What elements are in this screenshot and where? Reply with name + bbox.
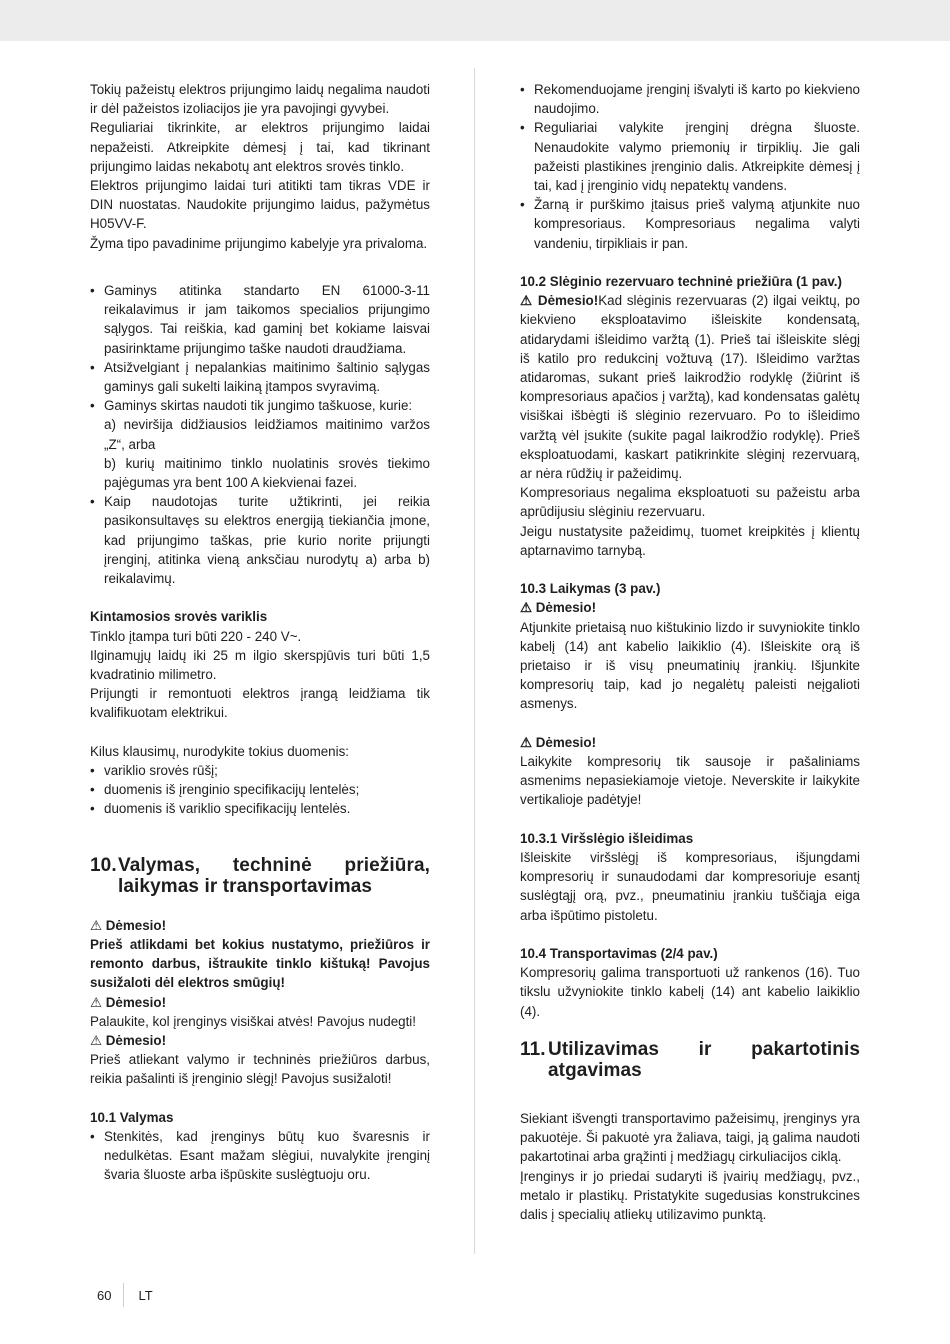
list-item-text: Žarną ir purškimo įtaisus prieš valymą atjunkite nuo kompresoriaus. Kompresoriaus negalima valyti vandeniu, tirpikliais ir pan.	[534, 197, 860, 251]
list-item-text: variklio srovės rūšį;	[104, 763, 218, 779]
page-number: 60	[97, 1287, 112, 1303]
list-item	[520, 118, 860, 195]
list-item-text: duomenis iš variklio specifikacijų lentelės.	[104, 801, 351, 817]
list-item	[520, 80, 860, 118]
bullet-icon: •	[90, 359, 95, 375]
paragraph: Prijungti ir remontuoti elektros įrangą leidžiama tik kvalifikuotam elektrikui.	[90, 686, 430, 721]
paragraph: Kompresoriaus negalima eksploatuoti su pažeistu arba aprūdijusiu slėginiu rezervuaru.	[520, 485, 860, 520]
warning-label: ⚠ Dėmesio!	[90, 1033, 167, 1049]
page-footer	[97, 1283, 153, 1307]
paragraph: ⚠ Dėmesio!Kad slėginis rezervuaras (2) ilgai veiktų, po kiekvieno eksploatavimo išleiskite kondensatą, atidarydami išleidimo varžtą (1). Prieš tai išleiskite slėgį iš katilo pro redukcinį vožtuvą (17). Išleidimo varžtas atidaromas, sukant prieš laikrodžio rodyklę (žiūrint iš kompresoriaus apačios į varžtą), kad kondensatas galėtų visiškai išbėgti iš slėginio rezervuaro. Po to išleidimo varžtą vėl įsukite (sukite pagal laikrodžio rodyklę). Prieš eksploatuodami, kaskart patikrinkite slėginį rezervuarą, ar nėra rūdžių ir pažeidimų.	[520, 293, 860, 482]
bullet-icon: •	[90, 801, 95, 817]
chapter-heading	[90, 855, 430, 897]
list-item	[90, 396, 430, 492]
warning-label: ⚠ Dėmesio!	[90, 917, 167, 933]
list-item	[90, 780, 430, 799]
bullet-icon: •	[90, 283, 95, 299]
warning-triangle-icon: ⚠	[520, 600, 533, 616]
top-band	[0, 0, 950, 41]
warning-text: Prieš atliekant valymo ir techninės priežiūros darbus, reikia pašalinti iš įrenginio slėgį! Pavojus susižaloti!	[90, 1052, 430, 1087]
paragraph: Įrenginys ir jo priedai sudaryti iš įvairių medžiagų, pvz., metalo ir plastikų. Pristatykite sugedusias konstrukcines dalis į specialių atliekų utilizavimo punktą.	[520, 1168, 860, 1223]
paragraph: Siekiant išvengti transportavimo pažeisimų, įrenginys yra pakuotėje. Ši pakuotė yra žaliava, taigi, ją galima naudoti pakartotinai arba grąžinti į medžiagų cirkuliacijos ciklą.	[520, 1111, 860, 1165]
paragraph: Atjunkite prietaisą nuo kištukinio lizdo ir suvyniokite tinklo kabelį (14) ant kabelio laikiklio (4). Išleiskite orą iš prietaiso ir iš visų pneumatinių įrankių. Išjunkite kompresorių taip, kad jo negalėtų paleisti neįgalioti asmenys.	[520, 619, 860, 712]
warning-label: ⚠ Dėmesio!	[520, 293, 599, 309]
bullet-icon: •	[90, 763, 95, 779]
bullet-icon: •	[90, 494, 95, 510]
list-item	[90, 799, 430, 818]
bullet-icon: •	[90, 1129, 95, 1145]
warning-label: ⚠ Dėmesio!	[520, 600, 597, 616]
section-title: 10.2 Slėginio rezervuaro techninė priežiūra (1 pav.)	[520, 274, 842, 290]
list-item-text: Gaminys atitinka standarto EN 61000-3-11 reikalavimus ir jam taikomos specialios prijungimo sąlygos. Tai reiškia, kad gaminį bet kokiame laisvai pasirinktame prijungimo taške naudoti draudžiama.	[104, 283, 430, 356]
list-item	[90, 281, 430, 358]
paragraph: Laikykite kompresorių tik sausoje ir pašaliniams asmenims nepasiekiamoje vietoje. Neverskite ir laikykite vertikalioje padėtyje!	[520, 754, 860, 808]
list-item-text: Stenkitės, kad įrenginys būtų kuo švaresnis ir nedulkėtas. Esant mažam slėgiui, nuvalykite įrenginį švaria šluoste arba išpūskite suslėgtuoju oru.	[104, 1129, 430, 1183]
bullet-list	[520, 80, 860, 253]
chapter-number: 10.	[90, 854, 117, 876]
list-item-text: Reguliariai valykite įrenginį drėgna šluoste. Nenaudokite valymo priemonių ir tirpiklių. Jie gali pažeisti plastikines įrenginio dalis. Atkreipkite dėmesį į tai, kad į įrenginio vidų nepatektų vandens.	[534, 120, 860, 194]
paragraph: Ilginamųjų laidų iki 25 m ilgio skerspjūvis turi būti 1,5 kvadratinio milimetro.	[90, 647, 430, 683]
list-item	[90, 761, 430, 780]
paragraph: Tokių pažeistų elektros prijungimo laidų negalima naudoti ir dėl pažeistos izoliacijos jie yra pavojingi gyvybei.	[90, 82, 430, 117]
warning-triangle-icon: ⚠	[90, 1033, 103, 1049]
list-item-text: Gaminys skirtas naudoti tik jungimo taškuose, kurie:	[104, 398, 413, 414]
paragraph: Išleiskite viršslėgį iš kompresoriaus, išjungdami kompresorių ir sunaudodami dar kompresoriuje esantį suslėgtąjį orą, pvz., pneumatiniu įrankiu tuščiąja eiga arba išpūtimo pistoletu.	[520, 850, 860, 923]
bullet-list	[90, 761, 430, 819]
sub-item: b) kurių maitinimo tinklo nuolatinis srovės tiekimo pajėgumas yra bent 100 A kiekvienai fazei.	[104, 455, 430, 491]
sub-item: a) neviršija didžiausios leidžiamos maitinimo varžos „Z“, arba	[104, 417, 430, 452]
chapter-title: Valymas, techninė priežiūra, laikymas ir transportavimas	[118, 854, 430, 897]
warning-triangle-icon: ⚠	[520, 293, 534, 309]
warning-triangle-icon: ⚠	[90, 917, 103, 933]
chapter-heading	[520, 1039, 860, 1081]
list-item	[90, 358, 430, 396]
column-divider	[474, 68, 475, 1254]
paragraph: Tinklo įtampa turi būti 220 - 240 V~.	[90, 628, 302, 644]
bullet-icon: •	[90, 398, 95, 414]
paragraph: Žyma tipo pavadinime prijungimo kabelyje yra privaloma.	[90, 235, 428, 251]
section-title: 10.4 Transportavimas (2/4 pav.)	[520, 946, 718, 962]
list-item	[90, 1127, 430, 1185]
bullet-icon: •	[520, 197, 525, 213]
list-item-text: Rekomenduojame įrenginį išvalyti iš karto po kiekvieno naudojimo.	[534, 82, 860, 117]
list-item-text: Kaip naudotojas turite užtikrinti, jei reikia pasikonsultavęs su elektros energiją tiekiančia įmone, kad prijungimo taškas, prie kurio norite prijungti įrenginį, atitinka vieną anksčiau nurodytų a) arba b) reikalavimų.	[104, 494, 430, 587]
left-column	[90, 80, 430, 1185]
paragraph: Kilus klausimų, nurodykite tokius duomenis:	[90, 743, 350, 759]
footer-divider	[123, 1283, 124, 1307]
list-item	[520, 195, 860, 253]
warning-text: Prieš atlikdami bet kokius nustatymo, priežiūros ir remonto darbus, ištraukite tinklo kištuką! Pavojus susižaloti dėl elektros smūgių!	[90, 937, 430, 991]
bullet-list	[90, 281, 430, 588]
list-item-text: duomenis iš įrenginio specifikacijų lentelės;	[104, 782, 360, 798]
paragraph: Elektros prijungimo laidai turi atitikti tam tikras VDE ir DIN nuostatas. Naudokite prijungimo laidus, pažymėtus H05VV-F.	[90, 178, 430, 232]
chapter-title: Utilizavimas ir pakartotinis atgavimas	[548, 1038, 860, 1081]
warning-triangle-icon: ⚠	[90, 994, 103, 1010]
right-column	[520, 80, 860, 1224]
paragraph: Kompresorių galima transportuoti už rankenos (16). Tuo tikslu užvyniokite tinklo kabelį (14) ant kabelio laikiklio (4).	[520, 965, 860, 1019]
paragraph: Jeigu nustatysite pažeidimų, tuomet kreipkitės į klientų aptarnavimo tarnybą.	[520, 523, 860, 558]
section-title: 10.3 Laikymas (3 pav.)	[520, 581, 661, 597]
section-title: Kintamosios srovės variklis	[90, 609, 268, 625]
list-item-text: Atsižvelgiant į nepalankias maitinimo šaltinio sąlygas gaminys gali sukelti laikiną įtampos svyravimą.	[104, 359, 430, 395]
warning-triangle-icon: ⚠	[520, 734, 533, 750]
bullet-icon: •	[90, 782, 95, 798]
bullet-list	[90, 1127, 430, 1185]
section-title: 10.3.1 Viršslėgio išleidimas	[520, 830, 694, 846]
list-item	[90, 492, 430, 588]
paragraph: Reguliariai tikrinkite, ar elektros prijungimo laidai nepažeisti. Atkreipkite dėmesį į tai, kad tikrinant prijungimo laidas nekabotų ant elektros srovės tinklo.	[90, 120, 430, 174]
bullet-icon: •	[520, 120, 525, 136]
warning-text: Palaukite, kol įrenginys visiškai atvės! Pavojus nudegti!	[90, 1013, 417, 1029]
language-code: LT	[138, 1287, 153, 1303]
bullet-icon: •	[520, 82, 525, 97]
warning-label: ⚠ Dėmesio!	[520, 734, 597, 750]
chapter-number: 11.	[520, 1038, 546, 1060]
section-title: 10.1 Valymas	[90, 1109, 174, 1125]
warning-label: ⚠ Dėmesio!	[90, 994, 167, 1010]
